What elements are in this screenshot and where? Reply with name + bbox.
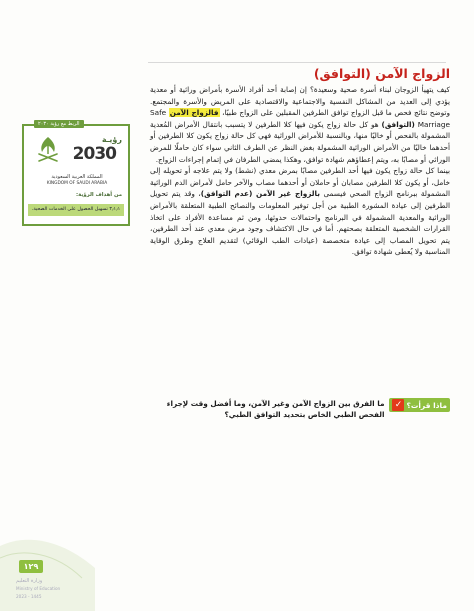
footer-year: 2023 - 1445	[16, 594, 42, 599]
section-title: الزواج الآمن (التوافق)	[313, 66, 450, 81]
kingdom-english: KINGDOM OF SAUDI ARABIA	[46, 181, 108, 186]
highlighted-term: فالزواج الآمن	[169, 108, 219, 118]
quiz-badge	[389, 398, 450, 412]
page-number: ١٢٩	[19, 560, 43, 573]
quiz-question: ما الفرق بين الزواج الآمن وغير الآمن، وما أفضل وقت لإجراء الفحص الطبي الخاص بتحديد التوافق الطبي؟	[166, 399, 385, 419]
paragraph-2-text-b: ، وقد يتم تحويل الطرفين إلى عيادة المشورة الطبية من أجل توفير المعلومات والنصائح الطبية المتعلقة بالأمراض الوراثية والمعدية المشمولة في البرنامج واحتمالات حدوثها، ومن ثم مساعدة الأفراد على اتخاذ القرارات الشخصية المتعلقة بصحتهم. أما في حال الاكتشاف وجود مرض معدي عند أحد الطرفين، يتم تحويل المصاب إلى عيادة متخصصة (عيادات الطب الوقائي) لتقديم العلاج وطرق الوقاية المناسبة ولا يُعطى شهادة توافق.	[150, 189, 450, 257]
english-term: Safe Marriage	[150, 108, 450, 129]
quiz-label: ماذا قرأت؟	[406, 400, 447, 410]
vision-2030-box	[22, 121, 130, 226]
body-text	[150, 84, 450, 258]
kingdom-arabic: المملكة العربية السعودية	[51, 174, 103, 180]
saudi-emblem-icon	[32, 134, 64, 166]
bold-term-unsafe: بالزواج غير الآمن (عدم التوافق)	[200, 189, 320, 199]
paragraph-2	[150, 165, 450, 258]
bold-term: (التوافق)	[381, 119, 415, 129]
checkmark-icon: ✓	[392, 399, 404, 411]
vision-year: 2030	[72, 144, 116, 164]
quiz-section	[150, 398, 450, 420]
vision-goal-text: ٣٫١٫١ تسهيل الحصول على الخدمات الصحية.	[28, 204, 124, 216]
footer-decoration	[0, 528, 95, 611]
vision-goal-title: من أهداف الرؤية:	[76, 192, 122, 198]
ministry-logo-arabic: وزارة التعليم	[16, 578, 43, 584]
paragraph-2-text-a: بينما كل حالة زواج يكون فيها أحد الطرفين مصابًا بمرض معدي (نشط) ولا يتم علاجه أو تحويله إلى خامل، أو يكون كلا الطرفين مصابان أو حاملان أو أحدهما مصاب والآخر حامل لأمراض الدم الوراثية المشمولة ببرنامج الزواج الصحي فيسمى	[150, 166, 451, 199]
vision-arabic-word: رؤيـة	[101, 135, 122, 144]
paragraph-1-text-b: هو كل حالة زواج يكون فيها كلا الطرفين لا يتسبب بانتقال الأمراض المُعدية المشمولة بالفحص أو خاليًا منها، وبالنسبة للأمراض الوراثية فهي كل حالة زواج يكون كلا الطرفين أو أحدهما خاليًا من الأمراض الوراثية المشمولة بغض النظر عن الطرف الثاني سواء كان حاملًا للمرض الوراثي أو مصابًا به، ويتم إعطاؤهم شهادة توافق، وهكذا يمضي الطرفان في إتمام إجراءات الزواج.	[150, 119, 450, 164]
ministry-logo-english: Ministry of Education	[16, 586, 61, 591]
top-divider	[148, 62, 446, 63]
paragraph-1-text-a: كيف يتهيأ الزوجان لبناء أسرة صحية وسعيدة؟ إن إصابة أحد أفراد الأسرة بأمراض وراثية أو معدية يؤدي إلى العديد من المشاكل النفسية والاجتماعية والاقتصادية على المريض والأسرة والمجتمع. وتوضح نتائج فحص ما قبل الزواج توافق الطرفين المقبلين على الزواج طبيًا،	[150, 85, 450, 118]
paragraph-1	[150, 84, 450, 165]
vision-tag: الربط مع رؤية ٢٠٣٠	[34, 120, 84, 128]
